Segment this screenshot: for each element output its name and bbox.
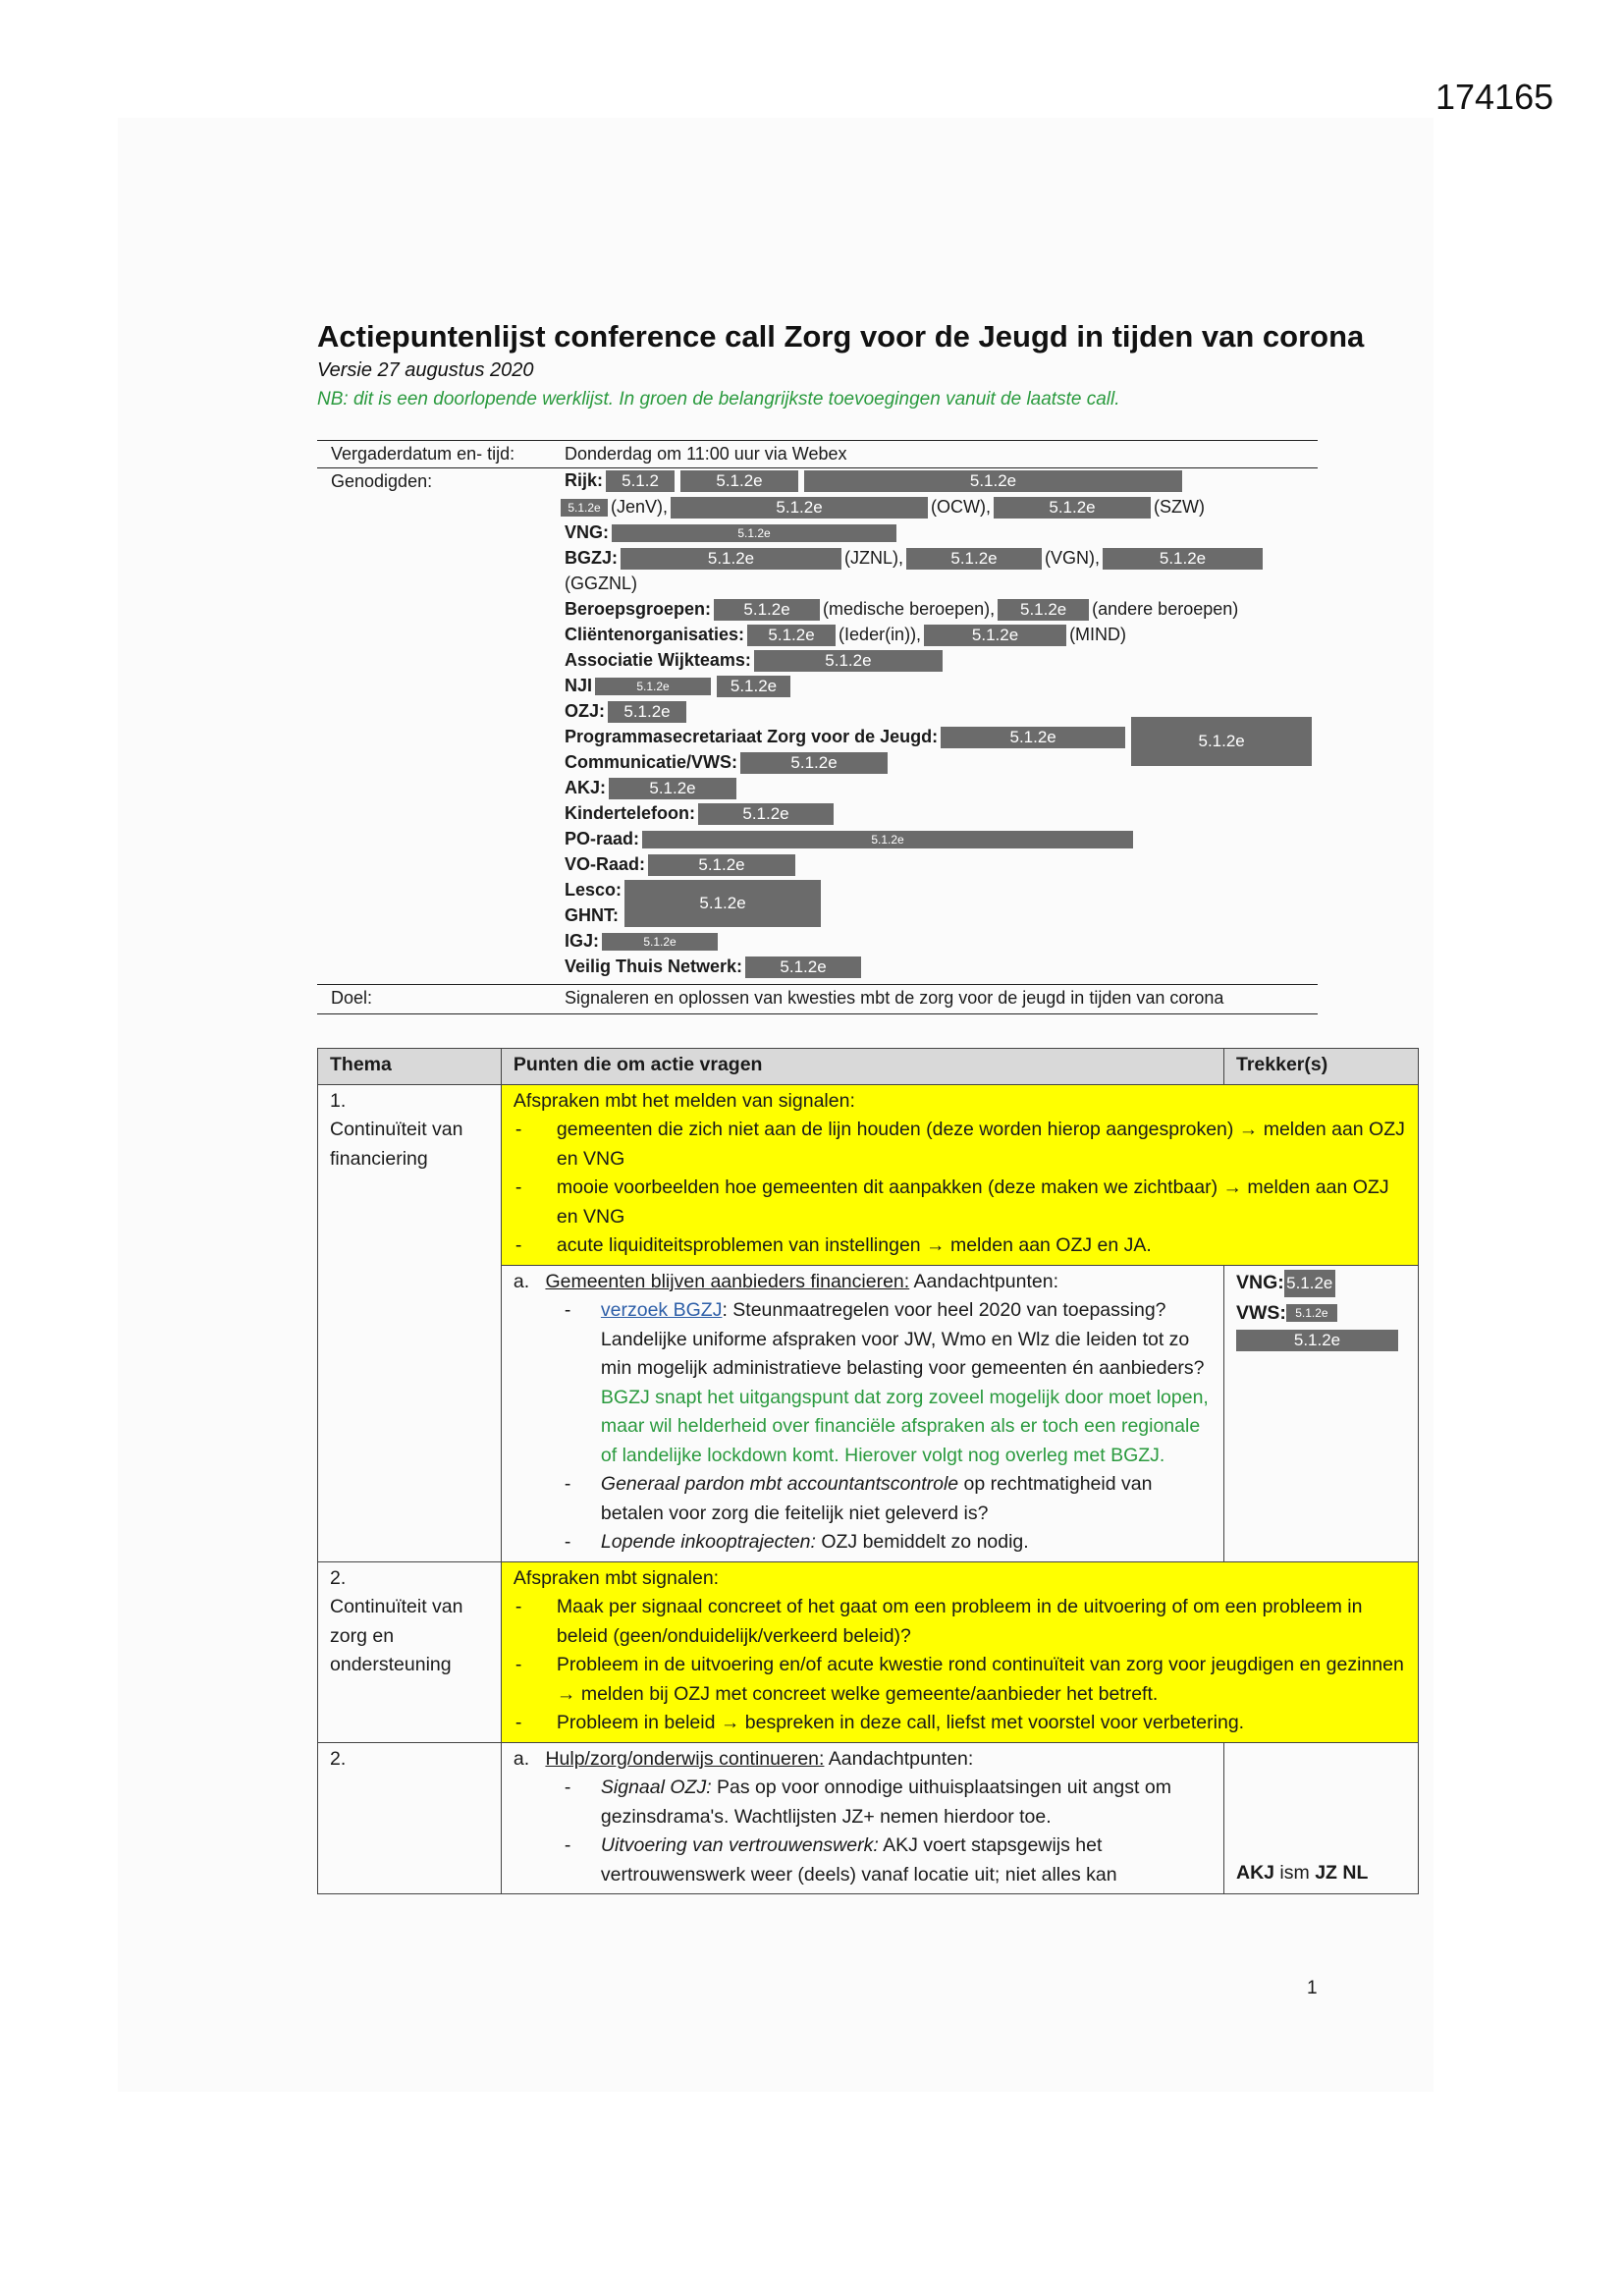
redaction: 5.1.2e [671, 497, 928, 519]
invitee-beroepsgroepen [565, 599, 1238, 621]
list-item: - mooie voorbeelden hoe gemeenten dit aanpakken (deze maken we zichtbaar) → melden aan OZJ en VNG [514, 1174, 1408, 1231]
list-item [557, 1528, 1214, 1558]
owner-joiner: ism [1274, 1861, 1316, 1884]
redaction: 5.1.2e [754, 650, 943, 672]
item-text: : Steunmaatregelen voor heel 2020 van toepassing? Landelijke uniforme afspraken voor JW, Wmo en Wlz die leiden tot zo min mogelijk administratieve belasting voor gemeenten én aanbieders? [600, 1299, 1205, 1379]
invitee-nji [565, 676, 793, 697]
owner-label: JZ NL [1315, 1861, 1369, 1884]
version-line: Versie 27 augustus 2020 [317, 359, 534, 381]
item-italic: Signaal OZJ: [600, 1777, 712, 1798]
redaction: 5.1.2e [747, 625, 836, 646]
column-header-punten: Punten die om actie vragen [501, 1049, 1223, 1085]
org-note: (OCW), [931, 497, 992, 517]
action-title-rest: Aandachtpunten: [909, 1270, 1058, 1292]
divider [317, 440, 1318, 441]
redaction: 5.1.2e [906, 548, 1042, 570]
invitee-vng [565, 522, 899, 543]
item-italic: Lopende inkooptrajecten: [600, 1531, 816, 1553]
invitee-rijk-ministries [558, 497, 1205, 519]
table-header-row [318, 1049, 1419, 1085]
action-points-table [317, 1048, 1419, 1894]
org-label: Associatie Wijkteams: [565, 650, 751, 670]
owner-label: VNG: [1236, 1271, 1284, 1293]
org-label: NJI [565, 676, 593, 695]
redaction: 5.1.2e [608, 701, 686, 723]
agreement-list [514, 1116, 1408, 1261]
list-item [557, 1470, 1214, 1528]
org-label: PO-raad: [565, 829, 640, 848]
attention-list [557, 1296, 1214, 1558]
item-italic: Uitvoering van vertrouwenswerk: [600, 1834, 879, 1856]
table-row [318, 1084, 1419, 1265]
org-label: VO-Raad: [565, 854, 646, 874]
invitee-ggznl: (GGZNL) [565, 574, 637, 593]
invitee-communicatie [565, 752, 891, 774]
list-item: - Probleem in beleid → bespreken in deze call, liefst met voorstel voor verbetering. [514, 1709, 1408, 1738]
redaction: 5.1.2e [621, 548, 841, 570]
list-item [557, 1831, 1214, 1889]
divider [317, 1013, 1318, 1014]
org-label: AKJ: [565, 778, 607, 797]
redaction: 5.1.2e [1286, 1304, 1337, 1322]
redaction: 5.1.2 [606, 470, 675, 492]
theme-number: 1. [330, 1089, 347, 1112]
redaction: 5.1.2e [561, 499, 608, 517]
theme-number: 2. [330, 1747, 347, 1770]
redaction: 5.1.2e [998, 599, 1089, 621]
invitee-wijkteams [565, 650, 946, 672]
org-note: (VGN), [1045, 548, 1100, 568]
action-lead [514, 1268, 1214, 1297]
invitees-label: Genodigden: [331, 471, 433, 491]
redaction: 5.1.2e [680, 470, 798, 492]
list-item: - gemeenten die zich niet aan de lijn houden (deze worden hierop aangesproken) → melden aan OZJ en VNG [514, 1116, 1408, 1174]
theme-name: Continuïteit van financiering [330, 1119, 463, 1170]
invitee-ozj [565, 701, 689, 723]
item-italic: Generaal pardon mbt accountantscontrole [600, 1473, 959, 1495]
invitee-voraad [565, 854, 798, 876]
attention-list [557, 1774, 1214, 1889]
action-lead [514, 1745, 1214, 1775]
redaction: 5.1.2e [642, 831, 1133, 848]
agreements-heading: Afspraken mbt het melden van signalen: [513, 1089, 855, 1112]
org-label: IGJ: [565, 931, 600, 951]
list-item: - Maak per signaal concreet of het gaat om een probleem in de uitvoering of om een probleem in beleid (geen/onduidelijk/verkeerd beleid)? [514, 1593, 1408, 1651]
redaction: 5.1.2e [745, 957, 861, 978]
page-title: Actiepuntenlijst conference call Zorg voor de Jeugd in tijden van corona [317, 319, 1365, 354]
agreements-cell [501, 1561, 1418, 1742]
list-item [557, 1296, 1214, 1470]
page-number: 1 [1307, 1978, 1318, 1998]
owner-vws [1236, 1299, 1408, 1329]
redaction: 5.1.2e [740, 752, 888, 774]
action-title-rest: Aandachtpunten: [824, 1747, 974, 1770]
org-note: (andere beroepen) [1092, 599, 1239, 619]
theme-number: 2. [330, 1566, 347, 1589]
invitee-ghnt [565, 905, 619, 926]
org-label: VNG: [565, 522, 609, 542]
redaction: 5.1.2e [612, 524, 896, 542]
item-text: op rechtmatigheid van betalen voor zorg die feitelijk niet geleverd is? [600, 1473, 1153, 1524]
item-text: AKJ voert stapsgewijs het vertrouwenswerk weer (deels) vanaf locatie uit; niet alles kan [600, 1834, 1117, 1886]
theme-cell [318, 1742, 502, 1894]
owner-vng [1236, 1268, 1408, 1299]
redaction: 5.1.2e [924, 625, 1066, 646]
org-note: (medische beroepen), [823, 599, 996, 619]
redaction: 5.1.2e [941, 727, 1125, 748]
org-label: OZJ: [565, 701, 606, 721]
theme-name: Continuïteit van zorg en ondersteuning [330, 1596, 463, 1675]
invitee-veilig-thuis [565, 957, 864, 978]
org-label: Veilig Thuis Netwerk: [565, 957, 743, 976]
org-label: Cliëntenorganisaties: [565, 625, 745, 644]
invitee-kindertelefoon [565, 803, 837, 825]
redaction: 5.1.2e [1103, 548, 1263, 570]
action-cell [501, 1742, 1223, 1894]
verzoek-bgzj-link[interactable]: verzoek BGZJ [600, 1299, 723, 1321]
table-row [318, 1742, 1419, 1894]
redaction: 5.1.2e [1131, 717, 1312, 766]
redaction: 5.1.2e [648, 854, 795, 876]
action-point [514, 1745, 1214, 1890]
theme-cell [318, 1084, 502, 1561]
document-number: 174165 [1435, 77, 1554, 117]
redaction: 5.1.2e [714, 599, 820, 621]
item-letter: a. [513, 1747, 530, 1770]
agreements-heading: Afspraken mbt signalen: [513, 1566, 720, 1589]
meeting-label: Vergaderdatum en- tijd: [331, 444, 515, 464]
table-row [318, 1561, 1419, 1742]
meeting-value: Donderdag om 11:00 uur via Webex [565, 444, 847, 464]
org-label: Kindertelefoon: [565, 803, 695, 823]
org-label: BGZJ: [565, 548, 618, 568]
goal-value: Signaleren en oplossen van kwesties mbt de zorg voor de jeugd in tijden van corona [565, 988, 1224, 1008]
item-letter: a. [513, 1270, 530, 1292]
org-label: Communicatie/VWS: [565, 752, 738, 772]
invitee-igj [565, 931, 721, 952]
org-label: Programmasecretariaat Zorg voor de Jeugd: [565, 727, 939, 746]
owner-cell [1224, 1265, 1419, 1561]
owner-akj [1236, 1859, 1408, 1888]
redaction: 5.1.2e [624, 880, 821, 927]
list-item: - Probleem in de uitvoering en/of acute kwestie rond continuïteit van zorg voor jeugdigen en gezinnen → melden bij OZJ met concreet welke gemeente/aanbieder het betreft. [514, 1651, 1408, 1709]
green-update-text: BGZJ snapt het uitgangspunt dat zorg zoveel mogelijk door moet lopen, maar wil helderheid over financiële afspraken als er toch een regionale of landelijke lockdown komt. Hierover volgt nog overleg met BGZJ. [600, 1386, 1209, 1466]
org-note: (Ieder(in)), [839, 625, 922, 644]
item-text: Pas op voor onnodige uithuisplaatsingen uit angst om gezinsdrama's. Wachtlijsten JZ+ nemen hierdoor toe. [600, 1777, 1171, 1828]
action-cell [501, 1265, 1223, 1561]
invitee-bgzj [565, 548, 1266, 570]
divider [317, 467, 1318, 468]
redaction: 5.1.2e [717, 676, 790, 697]
item-text: OZJ bemiddelt zo nodig. [815, 1531, 1029, 1553]
redaction: 5.1.2e [609, 778, 736, 799]
redaction: 5.1.2e [804, 470, 1182, 492]
action-title: Hulp/zorg/onderwijs continueren: [545, 1747, 825, 1770]
redaction: 5.1.2e [1236, 1330, 1398, 1351]
worklist-note: NB: dit is een doorlopende werklijst. In groen de belangrijkste toevoegingen vanuit de laatste call. [317, 389, 1120, 410]
org-label: Beroepsgroepen: [565, 599, 712, 619]
column-header-thema: Thema [318, 1049, 502, 1085]
redaction: 5.1.2e [1284, 1270, 1335, 1297]
org-label: Lesco: [565, 880, 623, 900]
redaction: 5.1.2e [994, 497, 1151, 519]
owner-cell [1224, 1742, 1419, 1894]
org-note: (SZW) [1154, 497, 1205, 517]
invitee-clienten [565, 625, 1126, 646]
owner-label: AKJ [1236, 1861, 1275, 1884]
column-header-trekkers: Trekker(s) [1224, 1049, 1419, 1085]
org-note: (JZNL), [844, 548, 903, 568]
list-item [557, 1774, 1214, 1831]
goal-label: Doel: [331, 988, 373, 1008]
divider [317, 984, 1318, 985]
theme-cell [318, 1561, 502, 1742]
org-note: (MIND) [1069, 625, 1127, 644]
redaction: 5.1.2e [698, 803, 834, 825]
invitee-rijk [565, 470, 1185, 492]
redaction: 5.1.2e [602, 933, 718, 951]
list-item: - acute liquiditeitsproblemen van instellingen → melden aan OZJ en JA. [514, 1231, 1408, 1261]
owner-label: VWS: [1236, 1301, 1286, 1324]
agreements-cell [501, 1084, 1418, 1265]
action-point [514, 1268, 1214, 1558]
agreement-list [514, 1593, 1408, 1738]
redaction: 5.1.2e [595, 678, 711, 695]
org-note: (JenV), [611, 497, 669, 517]
org-label: Rijk: [565, 470, 604, 490]
invitee-akj [565, 778, 739, 799]
org-label: GHNT: [565, 905, 619, 925]
action-title: Gemeenten blijven aanbieders financieren: [545, 1270, 910, 1292]
invitee-poraad [565, 829, 1136, 849]
